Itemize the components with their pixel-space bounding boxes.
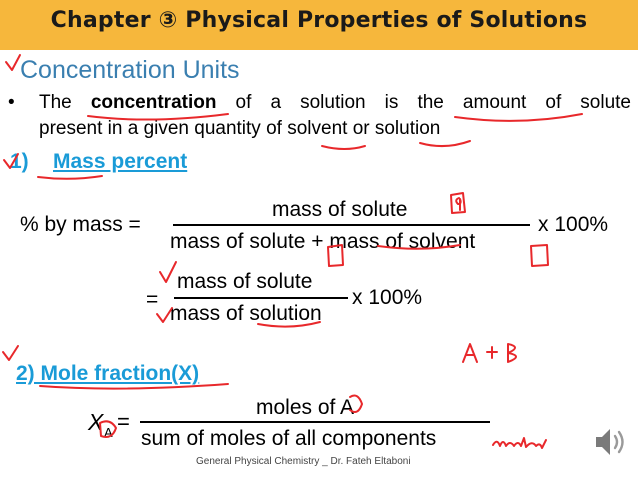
bullet-text-post: of a solution is the amount of solute — [216, 92, 631, 113]
ink-letter-g-1 — [456, 198, 460, 210]
ink-check-formula2-den — [157, 308, 172, 322]
ink-a-plus-b — [463, 344, 516, 362]
formula-2-equals: = — [146, 288, 159, 311]
formula-3-equals: = — [117, 409, 130, 434]
formula-1-numerator: mass of solute — [272, 198, 408, 221]
ink-check-item1 — [4, 154, 18, 168]
ink-underline-solvent — [322, 146, 365, 149]
bullet-dot: • — [8, 92, 15, 113]
ink-underline-amount — [455, 114, 582, 121]
ink-check-top — [6, 55, 20, 70]
formula-1-multiplier: x 100% — [538, 213, 609, 236]
ink-underline-solution-formula — [258, 322, 320, 327]
ink-check-item2 — [3, 346, 18, 360]
ink-circle-g-2 — [328, 245, 343, 266]
ink-circle-sub-a — [100, 421, 116, 437]
formula-1-denominator: mass of solute + mass of solvent — [170, 230, 476, 253]
ink-circle-g-3 — [531, 245, 548, 266]
ink-circle-a — [350, 396, 362, 412]
formula-2-numerator: mass of solute — [177, 270, 313, 293]
ink-underline-solvent-formula — [378, 245, 460, 249]
slide-footer: General Physical Chemistry _ Dr. Fateh Eltaboni — [196, 456, 411, 467]
ink-underline-solution — [420, 141, 470, 146]
formula-3-subscript: A — [104, 425, 113, 440]
section-title: Concentration Units — [20, 56, 240, 84]
formula-2-denominator: mass of solution — [170, 302, 322, 325]
formula-1-lhs: % by mass = — [20, 213, 141, 236]
ink-underline-concentration — [88, 114, 228, 120]
bullet-keyword: concentration — [90, 92, 217, 113]
formula-3-denominator: sum of moles of all components — [141, 427, 437, 450]
item-1-label: Mass percent — [53, 150, 188, 173]
slide-title: Chapter ③ Physical Properties of Solutions — [50, 8, 588, 33]
bullet-text-pre: The — [39, 92, 91, 113]
ink-check-formula2 — [160, 262, 176, 282]
ink-word-moles — [493, 438, 546, 448]
ink-underline-mole-fraction — [40, 384, 228, 389]
ink-underline-mass-percent — [38, 176, 102, 179]
bullet-line-2: present in a given quantity of solvent or solution — [39, 118, 441, 139]
formula-3-symbol: X — [88, 409, 104, 435]
speaker-icon[interactable] — [588, 420, 632, 464]
formula-3-numerator: moles of A — [256, 396, 355, 419]
item-1-number: 1) — [10, 150, 29, 173]
formula-2-multiplier: x 100% — [352, 286, 423, 309]
item-2-label: 2) Mole fraction(X) — [16, 362, 200, 385]
